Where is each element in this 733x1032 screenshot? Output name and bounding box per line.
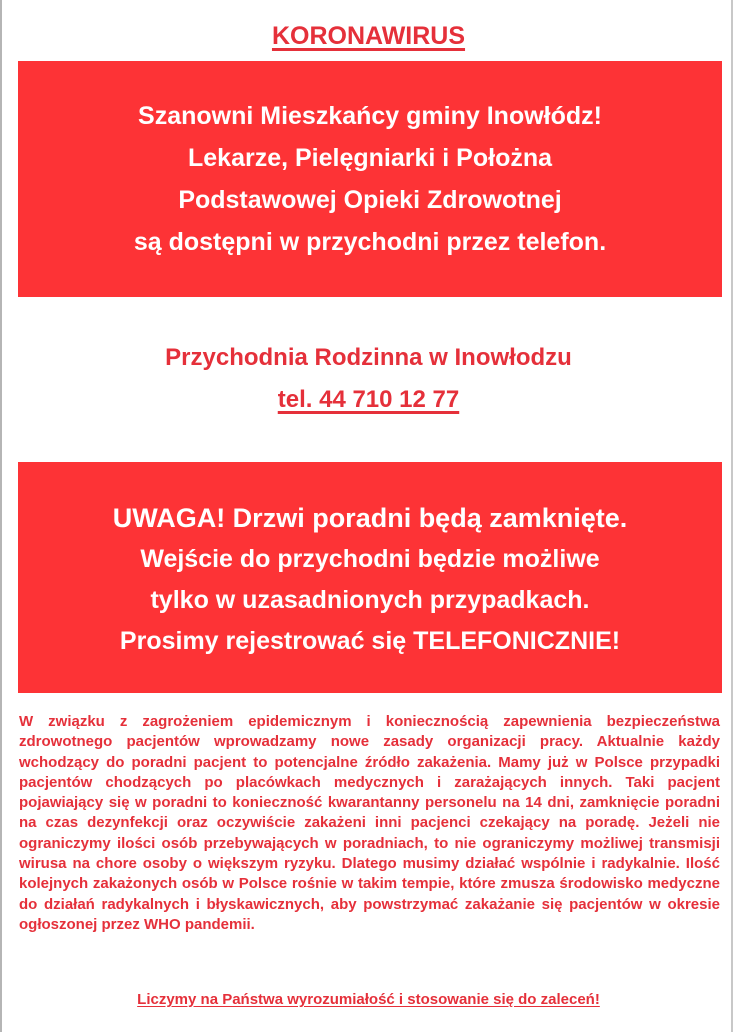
warning-banner	[18, 462, 722, 693]
banner-line: Lekarze, Pielęgniarki i Położna	[187, 144, 553, 172]
clinic-contact	[2, 340, 733, 418]
banner-line: są dostępni w przychodni przez telefon.	[133, 228, 607, 256]
clinic-name: Przychodnia Rodzinna w Inowłodzu	[165, 344, 572, 371]
banner-line: Szanowni Mieszkańcy gminy Inowłódz!	[138, 102, 602, 130]
warning-headline: UWAGA! Drzwi poradni będą zamknięte.	[112, 503, 628, 533]
page-title: KORONAWIRUS	[271, 22, 466, 50]
info-banner	[18, 61, 722, 297]
explanation-paragraph: W związku z zagrożeniem epidemicznym i koniecznością zapewnienia bezpieczeństwa zdrowotnego pacjentów wprowadzamy nowe zasady organizacji pracy. Aktualnie każdy wchodzący do poradni pacjent to potencjalne źródło zakażenia. Mamy już w Polsce przypadki pacjentów chodzących po placówkach medycznych i zarażających innych. Taki pacjent pojawiający się w poradni to konieczność kwarantanny personelu na 14 dni, zamknięcie poradni na czas dezynfekcji oraz oczywiście zakażeni inni pacjenci czekający na poradę. Jeżeli nie ograniczymy ilości osób przebywających w poradniach, to nie ograniczymy możliwej transmisji wirusa na chore osoby o większym ryzyku. Dlatego musimy działać wspólnie i radykalnie. Ilość kolejnych zakażonych osób w Polsce rośnie w takim tempie, które zmusza środowisko medyczne do działań radykalnych i błyskawicznych, aby powstrzymać zakażanie się pacjentów w okresie ogłoszonej przez WHO pandemii.	[19, 713, 720, 933]
banner-line: Podstawowej Opieki Zdrowotnej	[178, 186, 562, 214]
warning-line: tylko w uzasadnionych przypadkach.	[150, 586, 590, 614]
clinic-phone: tel. 44 710 12 77	[277, 386, 460, 413]
warning-line: Prosimy rejestrować się TELEFONICZNIE!	[119, 627, 621, 655]
warning-line: Wejście do przychodni będzie możliwe	[140, 545, 600, 573]
closing-note: Liczymy na Państwa wyrozumiałość i stosowanie się do zaleceń!	[137, 991, 600, 1008]
